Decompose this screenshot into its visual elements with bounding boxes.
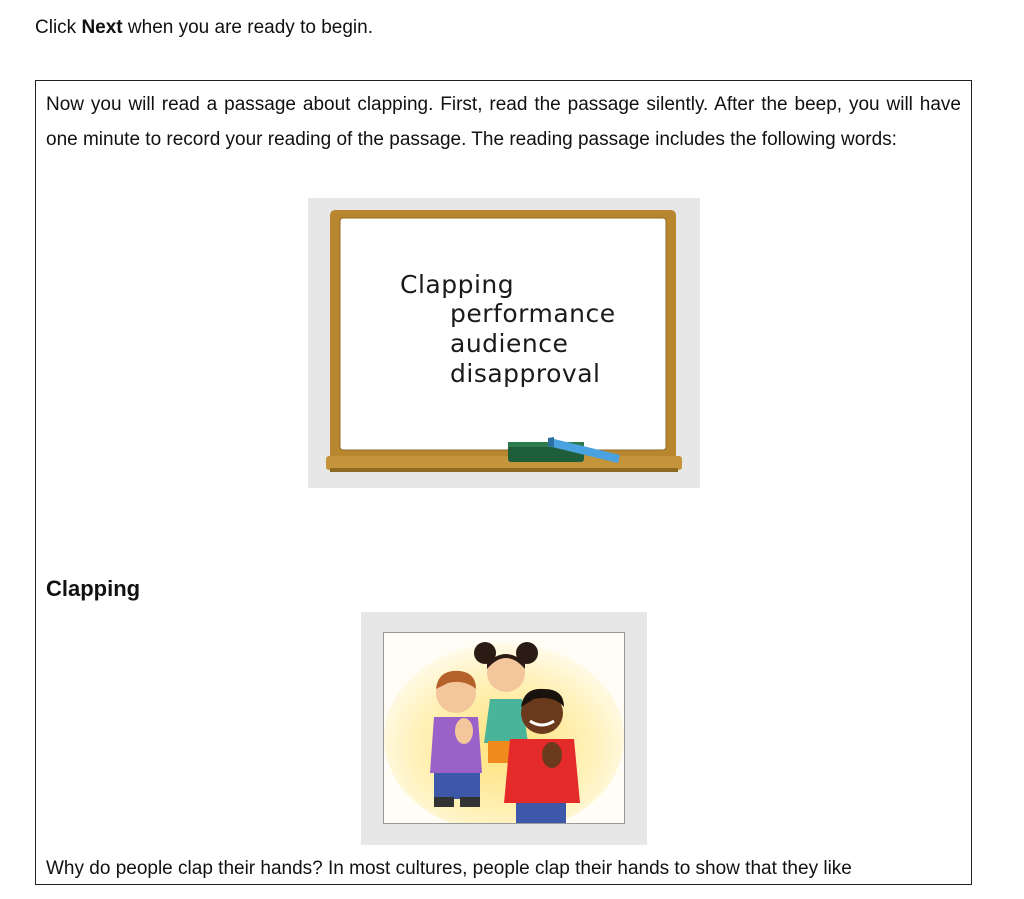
vocab-word: audience [450,329,569,358]
next-keyword: Next [81,17,123,38]
vocab-word: performance [450,299,616,328]
intro-prefix: Click [35,17,82,38]
intro-suffix: when you are ready to begin. [122,17,373,38]
vocab-word: Clapping [400,270,515,299]
intro-instruction [35,16,373,40]
passage-text: Why do people clap their hands? In most cultures, people clap their hands to show that they like [46,858,852,879]
passage-title: Clapping [46,576,141,601]
illustration-panel [383,632,625,824]
vocabulary-words [308,198,700,488]
passage-frame [35,80,972,885]
whiteboard-illustration [308,198,700,488]
vocab-word: disapproval [450,359,601,388]
children-clapping-illustration [361,612,647,845]
children-clapping-graphic [384,633,624,823]
reading-instructions: Now you will read a passage about clapping. First, read the passage silently. After the beep, you will have one minute to record your reading of the passage. The reading passage includes the following words: [46,94,961,150]
boy-left-figure [430,671,482,807]
